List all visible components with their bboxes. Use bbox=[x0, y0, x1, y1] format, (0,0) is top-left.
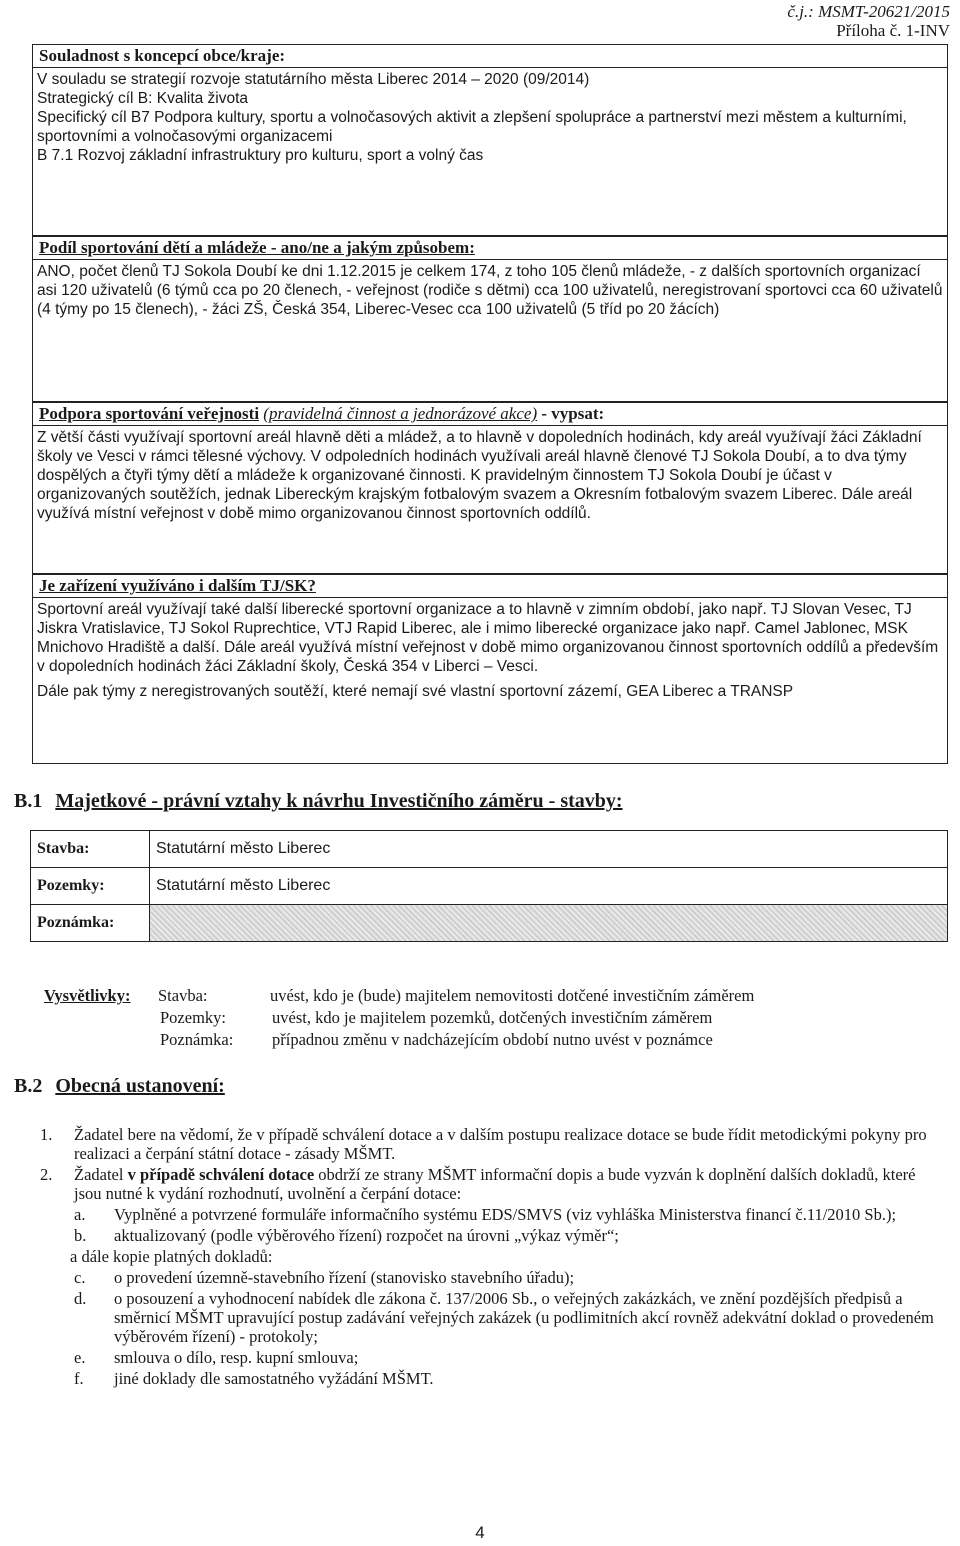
podil-box bbox=[32, 236, 948, 402]
item-text: Žadatel bere na vědomí, že v případě schválení dotace a v dalším postupu realizace dotace se bude řídit metodickými pokyny pro realizaci a čerpání státní dotace - zásady MŠMT. bbox=[74, 1125, 927, 1163]
continuation-text: a dále kopie platných dokladů: bbox=[70, 1247, 273, 1266]
b2-title: Obecná ustanovení: bbox=[55, 1075, 225, 1097]
legend-key: Pozemky: bbox=[160, 1008, 226, 1027]
sub-item bbox=[74, 1289, 940, 1346]
legend-row bbox=[44, 1029, 754, 1051]
zarizeni-title bbox=[33, 574, 947, 598]
table-row bbox=[31, 905, 948, 942]
poznamka-label: Poznámka: bbox=[31, 905, 150, 942]
verejnost-text: Z větší části využívají sportovní areál hlavně děti a mládež, a to hlavně v dopoledních hodinách, kdy areál využívají žáci Základní školy ve Vesci v rámci tělesné výchovy. V odpoledních hodinách využívali areál hlavně členové TJ Sokola Doubí, a to dva týmy dospělých a čtyři týmy dětí a mládeže k organizované činnosti. K pravidelným činnostem TJ Sokola Doubí je účast v organizovaných soutěžích, jednak Libereckým krajským fotbalovým svazem a Okresním fotbalovým svazem Liberec. Dále areál využívá místní veřejnost v době mimo organizovanou činnost sportovních oddílů. bbox=[37, 429, 922, 522]
list-item bbox=[40, 1125, 940, 1163]
sub-item bbox=[74, 1205, 940, 1224]
soulad-line: V souladu se strategií rozvoje statutárního města Liberec 2014 – 2020 (09/2014) bbox=[37, 71, 590, 88]
stavba-value: Statutární město Liberec bbox=[150, 831, 948, 868]
podil-title bbox=[33, 236, 947, 260]
list-item bbox=[40, 1165, 940, 1203]
sub-text: Vyplněné a potvrzené formuláře informačního systému EDS/SMVS (viz vyhláška Ministerstva financí č.11/2010 Sb.); bbox=[114, 1205, 897, 1224]
table-row bbox=[31, 831, 948, 868]
reference-number: č.j.: MSMT-20621/2015 bbox=[787, 2, 950, 21]
zarizeni-text2: Dále pak týmy z neregistrovaných soutěží, které nemají své vlastní sportovní zázemí, GEA Liberec a TRANSP bbox=[37, 683, 794, 700]
soulad-line: Strategický cíl B: Kvalita života bbox=[37, 90, 249, 107]
verejnost-title-end: - vypsat: bbox=[537, 404, 605, 423]
b1-title: Majetkové - právní vztahy k návrhu Investičního záměru - stavby: bbox=[55, 790, 623, 812]
attachment-label: Příloha č. 1-INV bbox=[836, 21, 950, 40]
b2-prefix: B.2 bbox=[14, 1075, 48, 1097]
sub-letter: b. bbox=[74, 1226, 87, 1245]
poznamka-value bbox=[150, 905, 948, 942]
general-provisions bbox=[40, 1125, 940, 1390]
zarizeni-title-text: Je zařízení využíváno i dalším TJ/SK? bbox=[39, 576, 316, 595]
legend bbox=[44, 985, 754, 1051]
b1-prefix: B.1 bbox=[14, 790, 48, 812]
item-number: 1. bbox=[40, 1125, 53, 1144]
sub-item bbox=[74, 1348, 940, 1367]
soulad-box bbox=[32, 44, 948, 236]
legend-key: Poznámka: bbox=[160, 1030, 234, 1049]
soulad-title: Souladnost s koncepcí obce/kraje: bbox=[33, 45, 947, 68]
podil-text: ANO, počet členů TJ Sokola Doubí ke dni 1.12.2015 je celkem 174, z toho 105 členů mládeže, - z dalších sportovních organizací asi 120 uživatelů (6 týmů cca po 20 členech, - veřejnost (rodiče s dětmi) cca 100 uživatelů, neregistrovaní sportovci cca 60 uživatelů (4 týmy po 15 členech), - žáci ZŠ, Česká 354, Liberec-Vesec cca 100 uživatelů (5 tříd po 20 žácích) bbox=[37, 263, 943, 318]
legend-row bbox=[44, 1007, 754, 1029]
stavba-label: Stavba: bbox=[31, 831, 150, 868]
sub-text: o posouzení a vyhodnocení nabídek dle zákona č. 137/2006 Sb., o veřejných zakázkách, ve znění pozdějších předpisů a směrnicí MŠMT upravující postup zadávání veřejných zakázek (u podlimitních akcí rovněž adekvátní doklad o provedeném výběrovém řízení) - protokoly; bbox=[114, 1289, 934, 1346]
legend-title: Vysvětlivky: bbox=[44, 986, 131, 1005]
sub-item bbox=[74, 1268, 940, 1287]
item2-bold: v případě schválení dotace bbox=[127, 1165, 315, 1184]
sub-letter: a. bbox=[74, 1205, 86, 1224]
sub-letter: e. bbox=[74, 1348, 86, 1367]
verejnost-title-italic: (pravidelná činnost a jednorázové akce) bbox=[263, 404, 538, 423]
sub-text: smlouva o dílo, resp. kupní smlouva; bbox=[114, 1348, 359, 1367]
podil-title-text: Podíl sportování dětí a mládeže - ano/ne a jakým způsobem: bbox=[39, 238, 475, 257]
sub-text: o provedení územně-stavebního řízení (stanovisko stavebního úřadu); bbox=[114, 1268, 575, 1287]
legend-text: uvést, kdo je majitelem pozemků, dotčených investičním záměrem bbox=[272, 1008, 713, 1027]
verejnost-box bbox=[32, 402, 948, 574]
pozemky-label: Pozemky: bbox=[31, 868, 150, 905]
legend-row bbox=[44, 985, 754, 1007]
item-text bbox=[74, 1165, 940, 1203]
verejnost-title bbox=[33, 402, 947, 426]
document-reference bbox=[787, 2, 950, 40]
sub-text: aktualizovaný (podle výběrového řízení) rozpočet na úrovni „výkaz výměr“; bbox=[114, 1226, 619, 1245]
sub-letter: d. bbox=[74, 1289, 87, 1308]
soulad-line: B 7.1 Rozvoj základní infrastruktury pro kulturu, sport a volný čas bbox=[37, 147, 484, 164]
ownership-table bbox=[30, 830, 948, 942]
item2-part-c: obdrží ze strany MŠMT informační dopis a bude vyzván k doplnění dalších dokladů, které jsou nutné k vydání rozhodnutí, uvolnění a čerpání dotace: bbox=[74, 1165, 916, 1203]
table-row bbox=[31, 868, 948, 905]
b2-heading bbox=[14, 1075, 225, 1098]
zarizeni-box bbox=[32, 574, 948, 764]
legend-key: Stavba: bbox=[158, 986, 208, 1005]
b1-heading bbox=[14, 790, 623, 813]
sub-letter: f. bbox=[74, 1369, 84, 1388]
sub-item bbox=[74, 1369, 940, 1388]
sub-letter: c. bbox=[74, 1268, 86, 1287]
sub-text: jiné doklady dle samostatného vyžádání MŠMT. bbox=[114, 1369, 434, 1388]
item-number: 2. bbox=[40, 1165, 53, 1184]
soulad-line: Specifický cíl B7 Podpora kultury, sportu a volnočasových aktivit a zlepšení spolupráce a partnerství mezi městem a kulturními, sportovními a volnočasovými organizacemi bbox=[37, 109, 907, 145]
sub-item bbox=[74, 1226, 940, 1245]
verejnost-title-main: Podpora sportování veřejnosti bbox=[39, 404, 260, 423]
zarizeni-text: Sportovní areál využívají také další liberecké sportovní organizace a to hlavně v zimním období, jako např. TJ Slovan Vesec, TJ Jiskra Vratislavice, TJ Sokol Ruprechtice, VTJ Rapid Liberec, ale i mimo liberecké organizace jako např. Camel Jablonec, MSK Mnichovo Hradiště a další. Dále areál využívá místní veřejnost v době mimo organizovanou činnost sportovních oddílů a především v dopoledních hodinách žáci Základní školy, Česká 354 v Liberci – Vesci. bbox=[37, 601, 939, 675]
soulad-body bbox=[33, 68, 947, 167]
legend-text: uvést, kdo je (bude) majitelem nemovitosti dotčené investičním záměrem bbox=[270, 986, 755, 1005]
legend-text: případnou změnu v nadcházejícím období nutno uvést v poznámce bbox=[272, 1030, 713, 1049]
page-number: 4 bbox=[475, 1523, 485, 1542]
item2-part-a: Žadatel bbox=[74, 1165, 128, 1184]
pozemky-value: Statutární město Liberec bbox=[150, 868, 948, 905]
